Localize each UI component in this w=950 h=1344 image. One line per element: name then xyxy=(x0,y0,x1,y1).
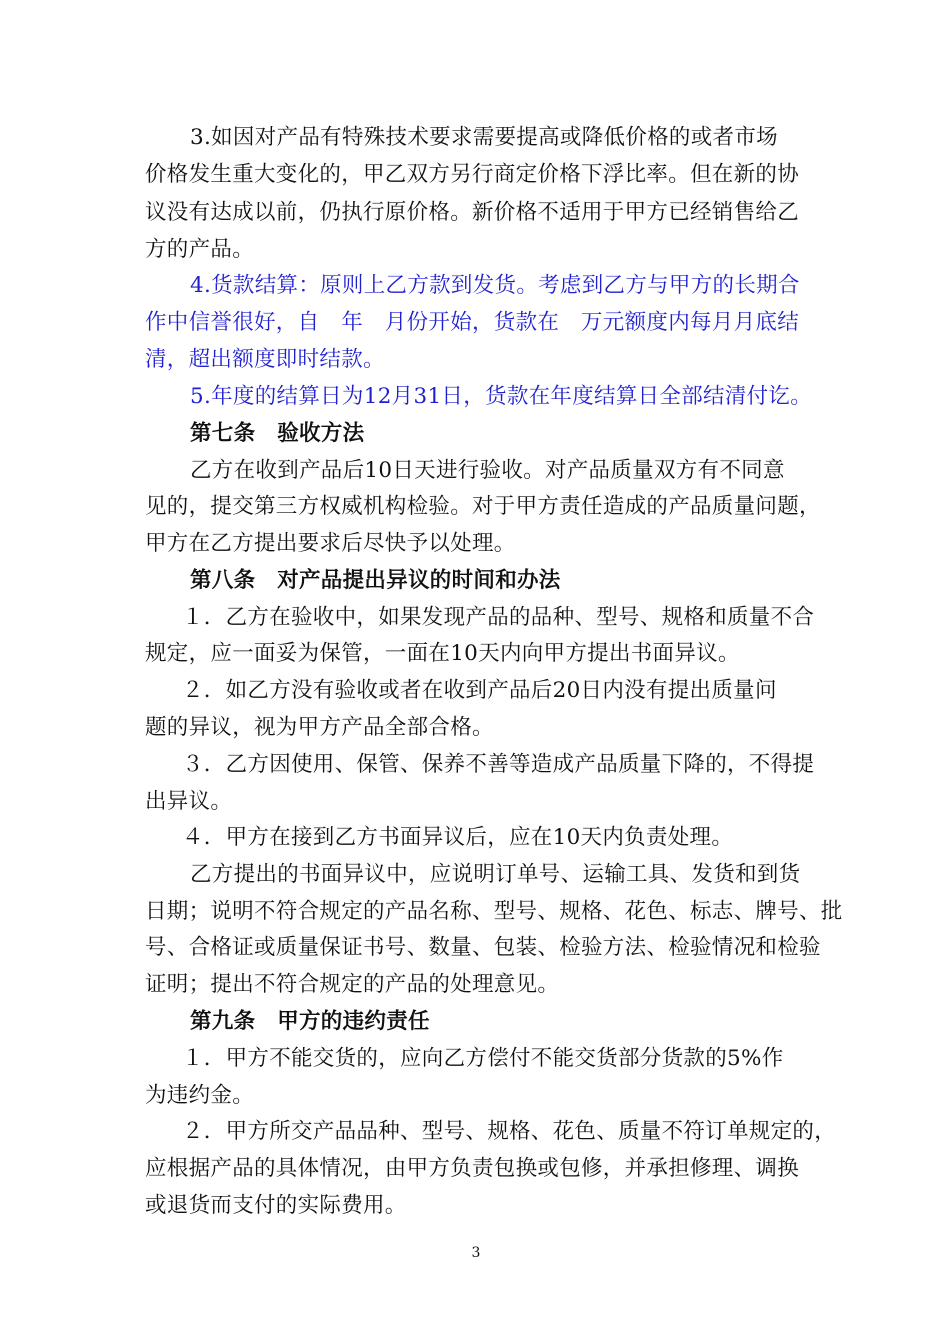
paragraph-line: 3.如因对产品有特殊技术要求需要提高或降低价格的或者市场 xyxy=(190,125,778,150)
paragraph-line: １．甲方不能交货的，应向乙方偿付不能交货部分货款的5%作 xyxy=(182,1046,784,1071)
paragraph-line: 方的产品。 xyxy=(145,237,255,262)
paragraph-line: 规定，应一面妥为保管，一面在10天内向甲方提出书面异议。 xyxy=(145,641,740,666)
paragraph-line: 甲方在乙方提出要求后尽快予以处理。 xyxy=(145,531,516,556)
paragraph-line: １．乙方在验收中，如果发现产品的品种、型号、规格和质量不合 xyxy=(182,605,815,630)
page-number: 3 xyxy=(471,1245,481,1261)
paragraph-line: 为违约金。 xyxy=(145,1083,255,1108)
paragraph-line: 日期；说明不符合规定的产品名称、型号、规格、花色、标志、牌号、批 xyxy=(145,899,843,924)
paragraph-line-highlighted: 4.货款结算：原则上乙方款到发货。考虑到乙方与甲方的长期合 xyxy=(190,273,800,298)
paragraph-line-highlighted: 清，超出额度即时结款。 xyxy=(145,347,385,372)
paragraph-line: 乙方提出的书面异议中，应说明订单号、运输工具、发货和到货 xyxy=(190,862,801,887)
paragraph-line: 或退货而支付的实际费用。 xyxy=(145,1193,407,1218)
paragraph-line-highlighted: 5.年度的结算日为12月31日，货款在年度结算日全部结清付讫。 xyxy=(190,384,813,409)
section-heading: 第七条 验收方法 xyxy=(190,421,365,446)
paragraph-line: ３．乙方因使用、保管、保养不善等造成产品质量下降的，不得提 xyxy=(182,752,815,777)
section-heading: 第九条 甲方的违约责任 xyxy=(190,1009,430,1034)
paragraph-line: 议没有达成以前，仍执行原价格。新价格不适用于甲方已经销售给乙 xyxy=(145,200,800,225)
paragraph-line: 号、合格证或质量保证书号、数量、包装、检验方法、检验情况和检验 xyxy=(145,935,821,960)
paragraph-line: 乙方在收到产品后10日天进行验收。对产品质量双方有不同意 xyxy=(190,458,785,483)
paragraph-line: 应根据产品的具体情况，由甲方负责包换或包修，并承担修理、调换 xyxy=(145,1156,800,1181)
paragraph-line: 价格发生重大变化的，甲乙双方另行商定价格下浮比率。但在新的协 xyxy=(145,162,800,187)
paragraph-line: 题的异议，视为甲方产品全部合格。 xyxy=(145,715,494,740)
paragraph-line: ４．甲方在接到乙方书面异议后，应在10天内负责处理。 xyxy=(182,825,734,850)
paragraph-line: ２．如乙方没有验收或者在收到产品后20日内没有提出质量问 xyxy=(182,678,777,703)
section-heading: 第八条 对产品提出异议的时间和办法 xyxy=(190,568,561,593)
paragraph-line: ２．甲方所交产品品种、型号、规格、花色、质量不符订单规定的， xyxy=(182,1119,837,1144)
paragraph-line: 证明；提出不符合规定的产品的处理意见。 xyxy=(145,972,560,997)
paragraph-line: 出异议。 xyxy=(145,789,233,814)
paragraph-line: 见的，提交第三方权威机构检验。对于甲方责任造成的产品质量问题， xyxy=(145,494,821,519)
paragraph-line-highlighted: 作中信誉很好，自 年 月份开始，货款在 万元额度内每月月底结 xyxy=(145,310,800,335)
